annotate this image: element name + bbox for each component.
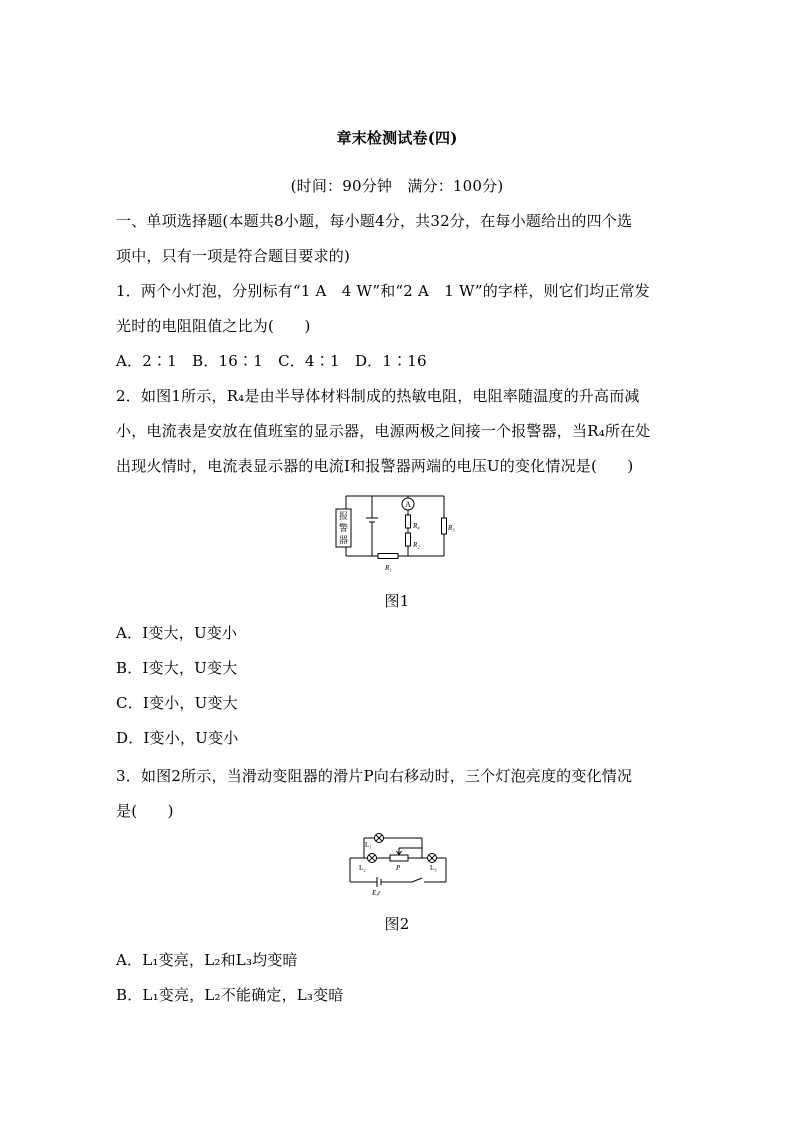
ammeter-label: A bbox=[405, 500, 411, 509]
q3-option-a: A．L₁变亮，L₂和L₃均变暗 bbox=[116, 951, 298, 969]
q3-text-line1: 3．如图2所示，当滑动变阻器的滑片P向右移动时，三个灯泡亮度的变化情况 bbox=[116, 767, 633, 785]
q2-option-b: B．I变大，U变大 bbox=[116, 659, 238, 677]
l1-label: L₁ bbox=[365, 841, 372, 849]
q2-option-c: C．I变小，U变大 bbox=[116, 694, 238, 712]
q2-option-d: D．I变小，U变小 bbox=[116, 729, 239, 747]
q2-text-line2: 小，电流表是安放在值班室的显示器，电源两极之间接一个报警器，当R₄所在处 bbox=[116, 422, 651, 440]
section-heading-line1: 一、单项选择题(本题共8小题，每小题4分，共32分，在每小题给出的四个选 bbox=[116, 212, 633, 230]
r4-label: R₄ bbox=[413, 522, 420, 530]
q1-text-line1: 1．两个小灯泡，分别标有“1 A 4 W”和“2 A 1 W”的字样，则它们均正常发 bbox=[116, 282, 650, 300]
r3-label: R₃ bbox=[448, 524, 455, 532]
page-title: 章末检测试卷(四) bbox=[336, 129, 458, 147]
source-label: E,r bbox=[372, 889, 381, 897]
figure1-circuit bbox=[320, 490, 470, 575]
q2-text-line3: 出现火情时，电流表显示器的电流I和报警器两端的电压U的变化情况是( ) bbox=[116, 457, 634, 475]
q1-text-line2: 光时的电阻阻值之比为( ) bbox=[116, 317, 311, 335]
r1-label: R₁ bbox=[385, 564, 392, 572]
alarm-label-2: 警 bbox=[338, 523, 349, 533]
figure1-caption: 图1 bbox=[384, 592, 410, 610]
q2-text-line1: 2．如图1所示，R₄是由半导体材料制成的热敏电阻，电阻率随温度的升高而减 bbox=[116, 387, 640, 405]
alarm-label-3: 器 bbox=[338, 535, 349, 545]
figure2-caption: 图2 bbox=[384, 915, 410, 933]
q3-option-b: B．L₁变亮，L₂不能确定，L₃变暗 bbox=[116, 986, 344, 1004]
q2-option-a: A．I变大，U变小 bbox=[116, 624, 238, 642]
exam-time-score: (时间：90分钟 满分：100分) bbox=[290, 177, 504, 195]
alarm-label-1: 报 bbox=[338, 511, 349, 521]
section-heading-line2: 项中，只有一项是符合题目要求的) bbox=[116, 247, 351, 265]
r2-label: R₂ bbox=[413, 541, 420, 549]
figure2-circuit bbox=[342, 826, 454, 898]
slider-p-label: P bbox=[396, 864, 401, 872]
q1-options: A．2∶1 B．16∶1 C．4∶1 D．1∶16 bbox=[116, 352, 427, 370]
q3-text-line2: 是( ) bbox=[116, 802, 174, 820]
l3-label: L₃ bbox=[430, 864, 437, 872]
l2-label: L₂ bbox=[359, 864, 366, 872]
